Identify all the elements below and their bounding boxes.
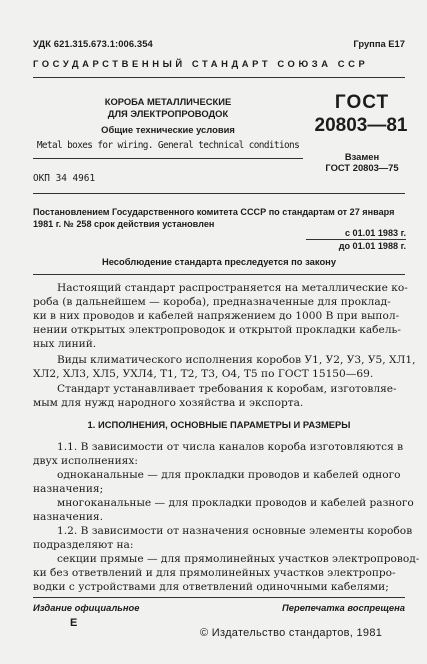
intro-paragraph-2 <box>33 353 416 381</box>
legal-warning: Несоблюдение стандарта преследуется по закону <box>101 256 337 267</box>
text-line: водки с устройствами для ответвлений одиночными кабелями; <box>33 581 389 593</box>
title-rule <box>33 158 303 159</box>
text-line: Стандарт устанавливает требования к коробам, изготовляе- <box>57 383 397 395</box>
title-line-1: КОРОБА МЕТАЛЛИЧЕСКИЕ <box>104 96 232 107</box>
replace-label: Взамен <box>344 151 380 162</box>
text-line: ки без ответвлений и для прямолинейных участков электропро- <box>33 567 396 579</box>
udc-code: УДК 621.315.673.1:006.354 <box>33 38 153 49</box>
title-block <box>33 96 303 120</box>
gost-label: ГОСТ <box>334 92 390 113</box>
reprint-notice: Перепечатка воспрещена <box>282 602 405 613</box>
text-line: секции прямые — для прямолинейных участков электропровод- <box>57 553 420 565</box>
decree-line-2: 1981 г. № 258 срок действия установлен <box>33 219 215 229</box>
text-line: назначения; <box>33 483 104 495</box>
decree-rule <box>33 274 405 275</box>
decree-line-1: Постановлением Государственного комитета СССР по стандартам от 27 января <box>33 207 395 217</box>
text-line: ХЛ2, ХЛ3, ХЛ5, УХЛ4, Т1, Т2, Т3, О4, Т5 по ГОСТ 15150—69. <box>33 368 374 380</box>
effective-to: до 01.01 1988 г. <box>338 241 406 251</box>
text-line: ных линий. <box>33 338 97 350</box>
title-line-2: ДЛЯ ЭЛЕКТРОПРОВОДОК <box>107 108 229 119</box>
text-line: одноканальные — для прокладки проводов и кабелей одного <box>57 469 401 481</box>
replace-value: ГОСТ 20803—75 <box>325 162 399 173</box>
text-line: назначения. <box>33 511 103 523</box>
org-title: ГОСУДАРСТВЕННЫЙ СТАНДАРТ СОЮЗА ССР <box>33 58 369 69</box>
header-rule <box>33 77 405 78</box>
publisher-copyright: © Издательство стандартов, 1981 <box>200 627 383 639</box>
section-heading: 1. ИСПОЛНЕНИЯ, ОСНОВНЫЕ ПАРАМЕТРЫ И РАЗМЕРЫ <box>87 419 351 430</box>
intro-paragraph-1 <box>33 281 408 351</box>
okp-code: ОКП 34 4961 <box>33 173 96 184</box>
text-line: двух исполнениях: <box>33 455 138 467</box>
title-english: Metal boxes for wiring. General technical conditions <box>36 140 300 151</box>
group-code: Группа Е17 <box>353 38 405 49</box>
text-line: подразделяют на: <box>33 539 134 551</box>
edition-letter: Е <box>70 617 78 629</box>
okp-rule <box>33 193 405 194</box>
text-line: Настоящий стандарт распространяется на металлические ко- <box>57 282 408 294</box>
text-line: ки в них проводов и кабелей напряжением до 1000 В при выпол- <box>33 310 400 322</box>
text-line: многоканальные — для прокладки проводов и кабелей разного <box>57 497 414 509</box>
text-line: 1.2. В зависимости от назначения основные элементы коробов <box>57 525 413 537</box>
text-line: Виды климатического исполнения коробов У1, У2, У3, У5, ХЛ1, <box>57 354 416 366</box>
text-line: роба (в дальнейшем — короба), предназначенные для проклад- <box>33 296 391 308</box>
text-line: мым для нужд народного хозяйства и экспорта. <box>33 397 304 409</box>
section-body <box>33 440 420 594</box>
intro-paragraph-3 <box>33 382 405 410</box>
effective-from: с 01.01 1983 г. <box>306 228 406 240</box>
official-edition: Издание официальное <box>33 602 140 613</box>
footer-rule <box>33 597 405 598</box>
gost-number: 20803—81 <box>314 115 408 136</box>
text-line: нении открытых электропроводок и открытой прокладки кабель- <box>33 324 401 336</box>
text-line: 1.1. В зависимости от числа каналов короба изготовляются в <box>57 441 404 453</box>
title-subtitle: Общие технические условия <box>101 124 235 135</box>
decree-text <box>33 206 405 230</box>
